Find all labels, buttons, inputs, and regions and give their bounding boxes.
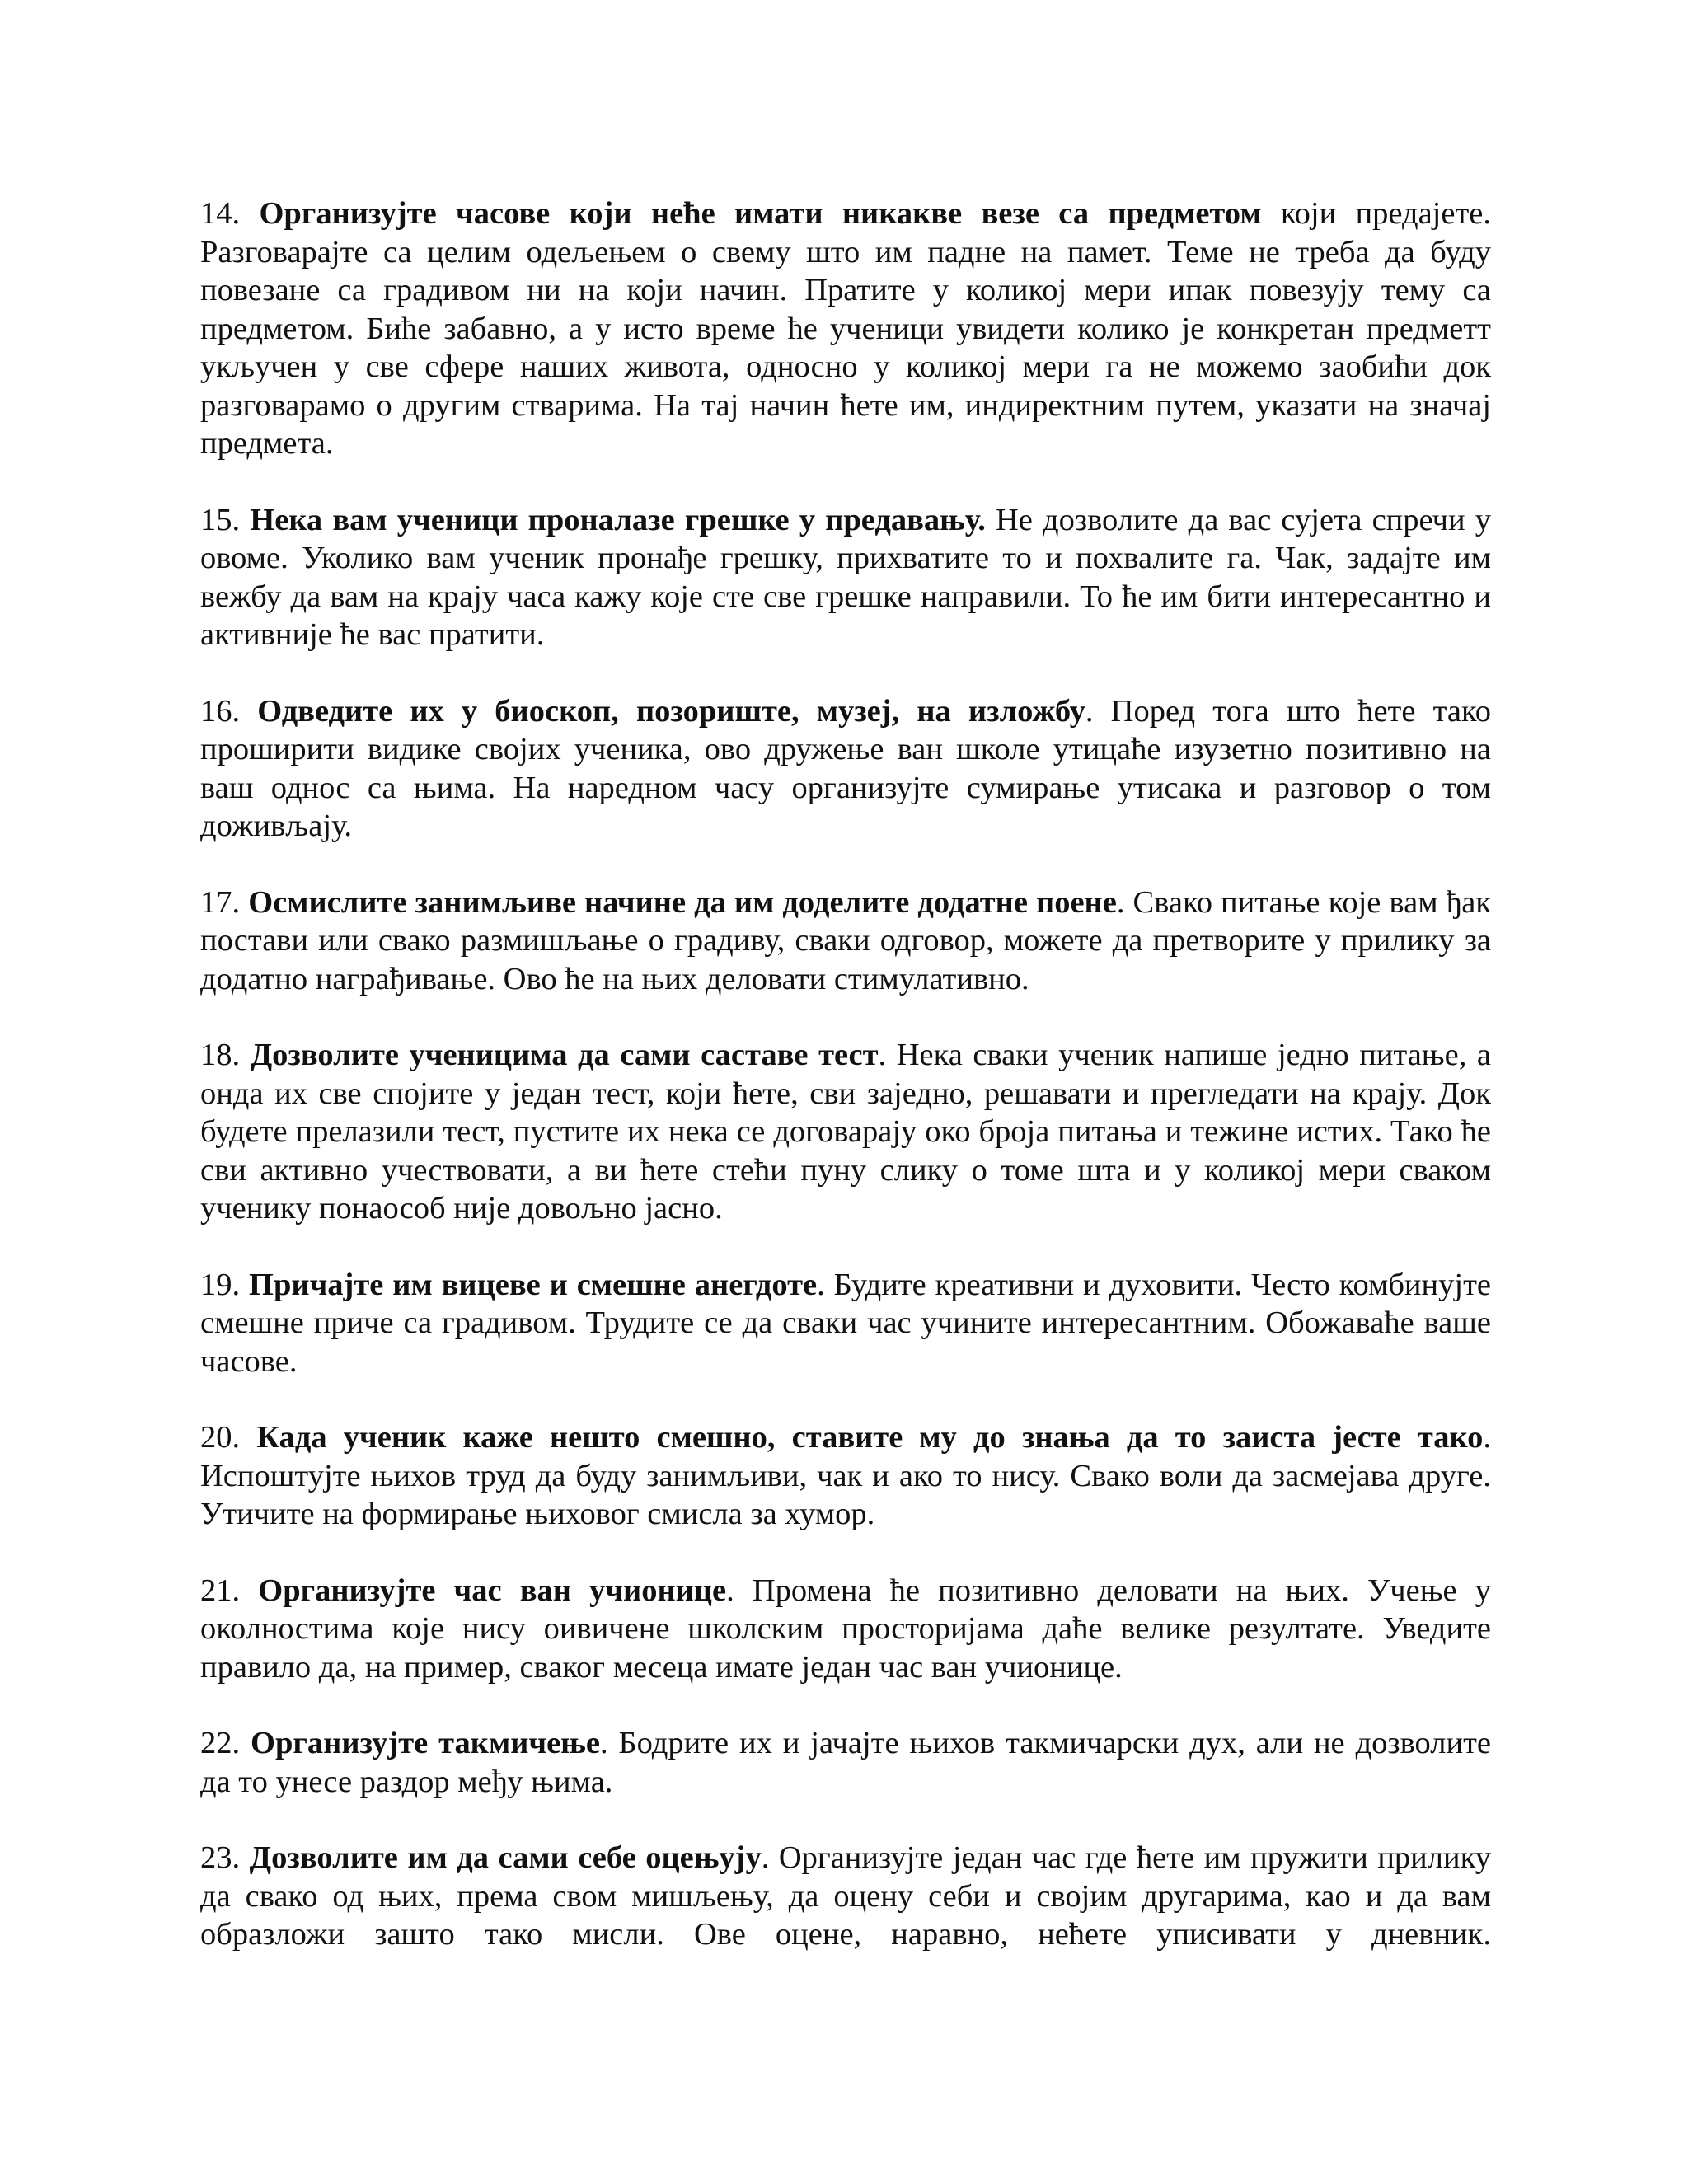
item-heading: Организујте такмичење [251,1726,600,1760]
item-heading: Дозволите ученицима да сами саставе тест [250,1038,879,1072]
item-number: 22. [200,1726,241,1760]
page-content [200,194,1491,1992]
item-heading: Нека вам ученици проналазе грешке у предавању. [250,502,986,537]
list-item-18 [200,1036,1491,1228]
item-number: 21. [200,1572,241,1608]
list-item-15 [200,501,1491,654]
item-number: 16. [200,693,241,729]
item-number: 18. [200,1038,241,1072]
item-number: 19. [200,1267,241,1302]
list-item-14 [200,194,1491,463]
list-item-16 [200,692,1491,846]
item-heading: Када ученик каже нешто смешно, ставите му до знања да то заиста јесте тако [256,1420,1484,1455]
item-number: 15. [200,502,241,537]
paragraph [200,883,1491,999]
list-item-23 [200,1839,1491,1954]
paragraph [200,194,1491,463]
paragraph [200,1418,1491,1534]
paragraph [200,1266,1491,1381]
list-item-20 [200,1418,1491,1534]
list-item-22 [200,1724,1491,1801]
item-heading: Организујте часове који неће имати никакве везе са предметом [259,196,1262,231]
item-body: који предајете. Разговарајте са целим одељењем о свему што им падне на памет. Теме не треба да буду повезане са градивом ни на који начин. Пратите у коликој мери ипак повезују тему са предметом. Биће забавно, а у исто време ће ученици увидети колико је конкретан предметт укључен у све сфере наших живота, односно у коликој мери га не можемо заобићи док разговарамо о другим стварима. На тај начин ћете им, индиректним путем, указати на значај предмета. [200,196,1492,461]
paragraph [200,501,1491,654]
item-heading: Причајте им вицеве и смешне анегдоте [249,1267,818,1302]
paragraph [200,692,1491,846]
item-number: 23. [200,1840,241,1875]
list-item-17 [200,883,1491,999]
item-body: . Промена ће позитивно деловати на њих. Учење у околностима које нису оивичене школским просторијама даће велике резултате. Уведите правило да, на пример, сваког месеца имате један час ван учионице. [200,1572,1492,1685]
item-body: Не дозволите да вас сујета спречи у овоме. Уколико вам ученик пронађе грешку, прихватите то и похвалите га. Чак, задајте им вежбу да вам на крају часа кажу које сте све грешке направили. То ће им бити интересантно и активније ће вас пратити. [200,502,1492,652]
item-heading: Организујте час ван учионице [258,1572,727,1608]
item-number: 14. [200,196,241,231]
item-body: . Нека сваки ученик напише једно питање, а онда их све спојите у један тест, који ћете, сви заједно, решавати и прегледати на крају. Док будете прелазили тест, пустите их нека се договарају око броја питања и тежине истих. Тако ће сви активно учествовати, а ви ћете стећи пуну слику о томе шта и у коликој мери сваком ученику понаособ није довољно јасно. [200,1038,1492,1226]
item-body: . Поред тога што ћете тако проширити видике својих ученика, ово дружење ван школе утицаће изузетно позитивно на ваш однос са њима. На наредном часу организујте сумирање утисака и разговор о том доживљају. [200,693,1491,843]
item-body: . Организујте један час где ћете им пружити прилику да свако од њих, према свом мишљењу, да оцену себи и својим другарима, као и да вам образложи зашто тако мисли. Ове оцене, наравно, нећете уписивати у дневник. [200,1840,1492,1952]
paragraph [200,1839,1491,1954]
paragraph [200,1572,1491,1687]
item-number: 20. [200,1420,241,1455]
item-number: 17. [200,884,241,920]
item-heading: Дозволите им да сами себе оцењују [249,1840,762,1875]
paragraph [200,1036,1491,1228]
item-heading: Одведите их у биоскоп, позориште, музеј, на изложбу [257,693,1085,729]
item-body: . Свако питање које вам ђак постави или свако размишљање о градиву, сваки одговор, можете да претворите у прилику за додатно награђивање. Ово ће на њих деловати стимулативно. [200,884,1491,996]
list-item-21 [200,1572,1491,1687]
item-body: . Испоштујте њихов труд да буду занимљиви, чак и ако то нису. Свако воли да засмејава друге. Утичите на формирање њиховог смисла за хумор. [200,1420,1492,1531]
item-heading: Осмислите занимљиве начине да им доделите додатне поене [248,884,1117,920]
item-body: . Бодрите их и јачајте њихов такмичарски дух, али не дозволите да то унесе раздор међу њима. [200,1726,1491,1799]
list-item-19 [200,1266,1491,1381]
item-body: . Будите креативни и духовити. Често комбинујте смешне приче са градивом. Трудите се да сваки час учините интересантним. Обожаваће ваше часове. [200,1267,1491,1379]
paragraph [200,1724,1491,1801]
